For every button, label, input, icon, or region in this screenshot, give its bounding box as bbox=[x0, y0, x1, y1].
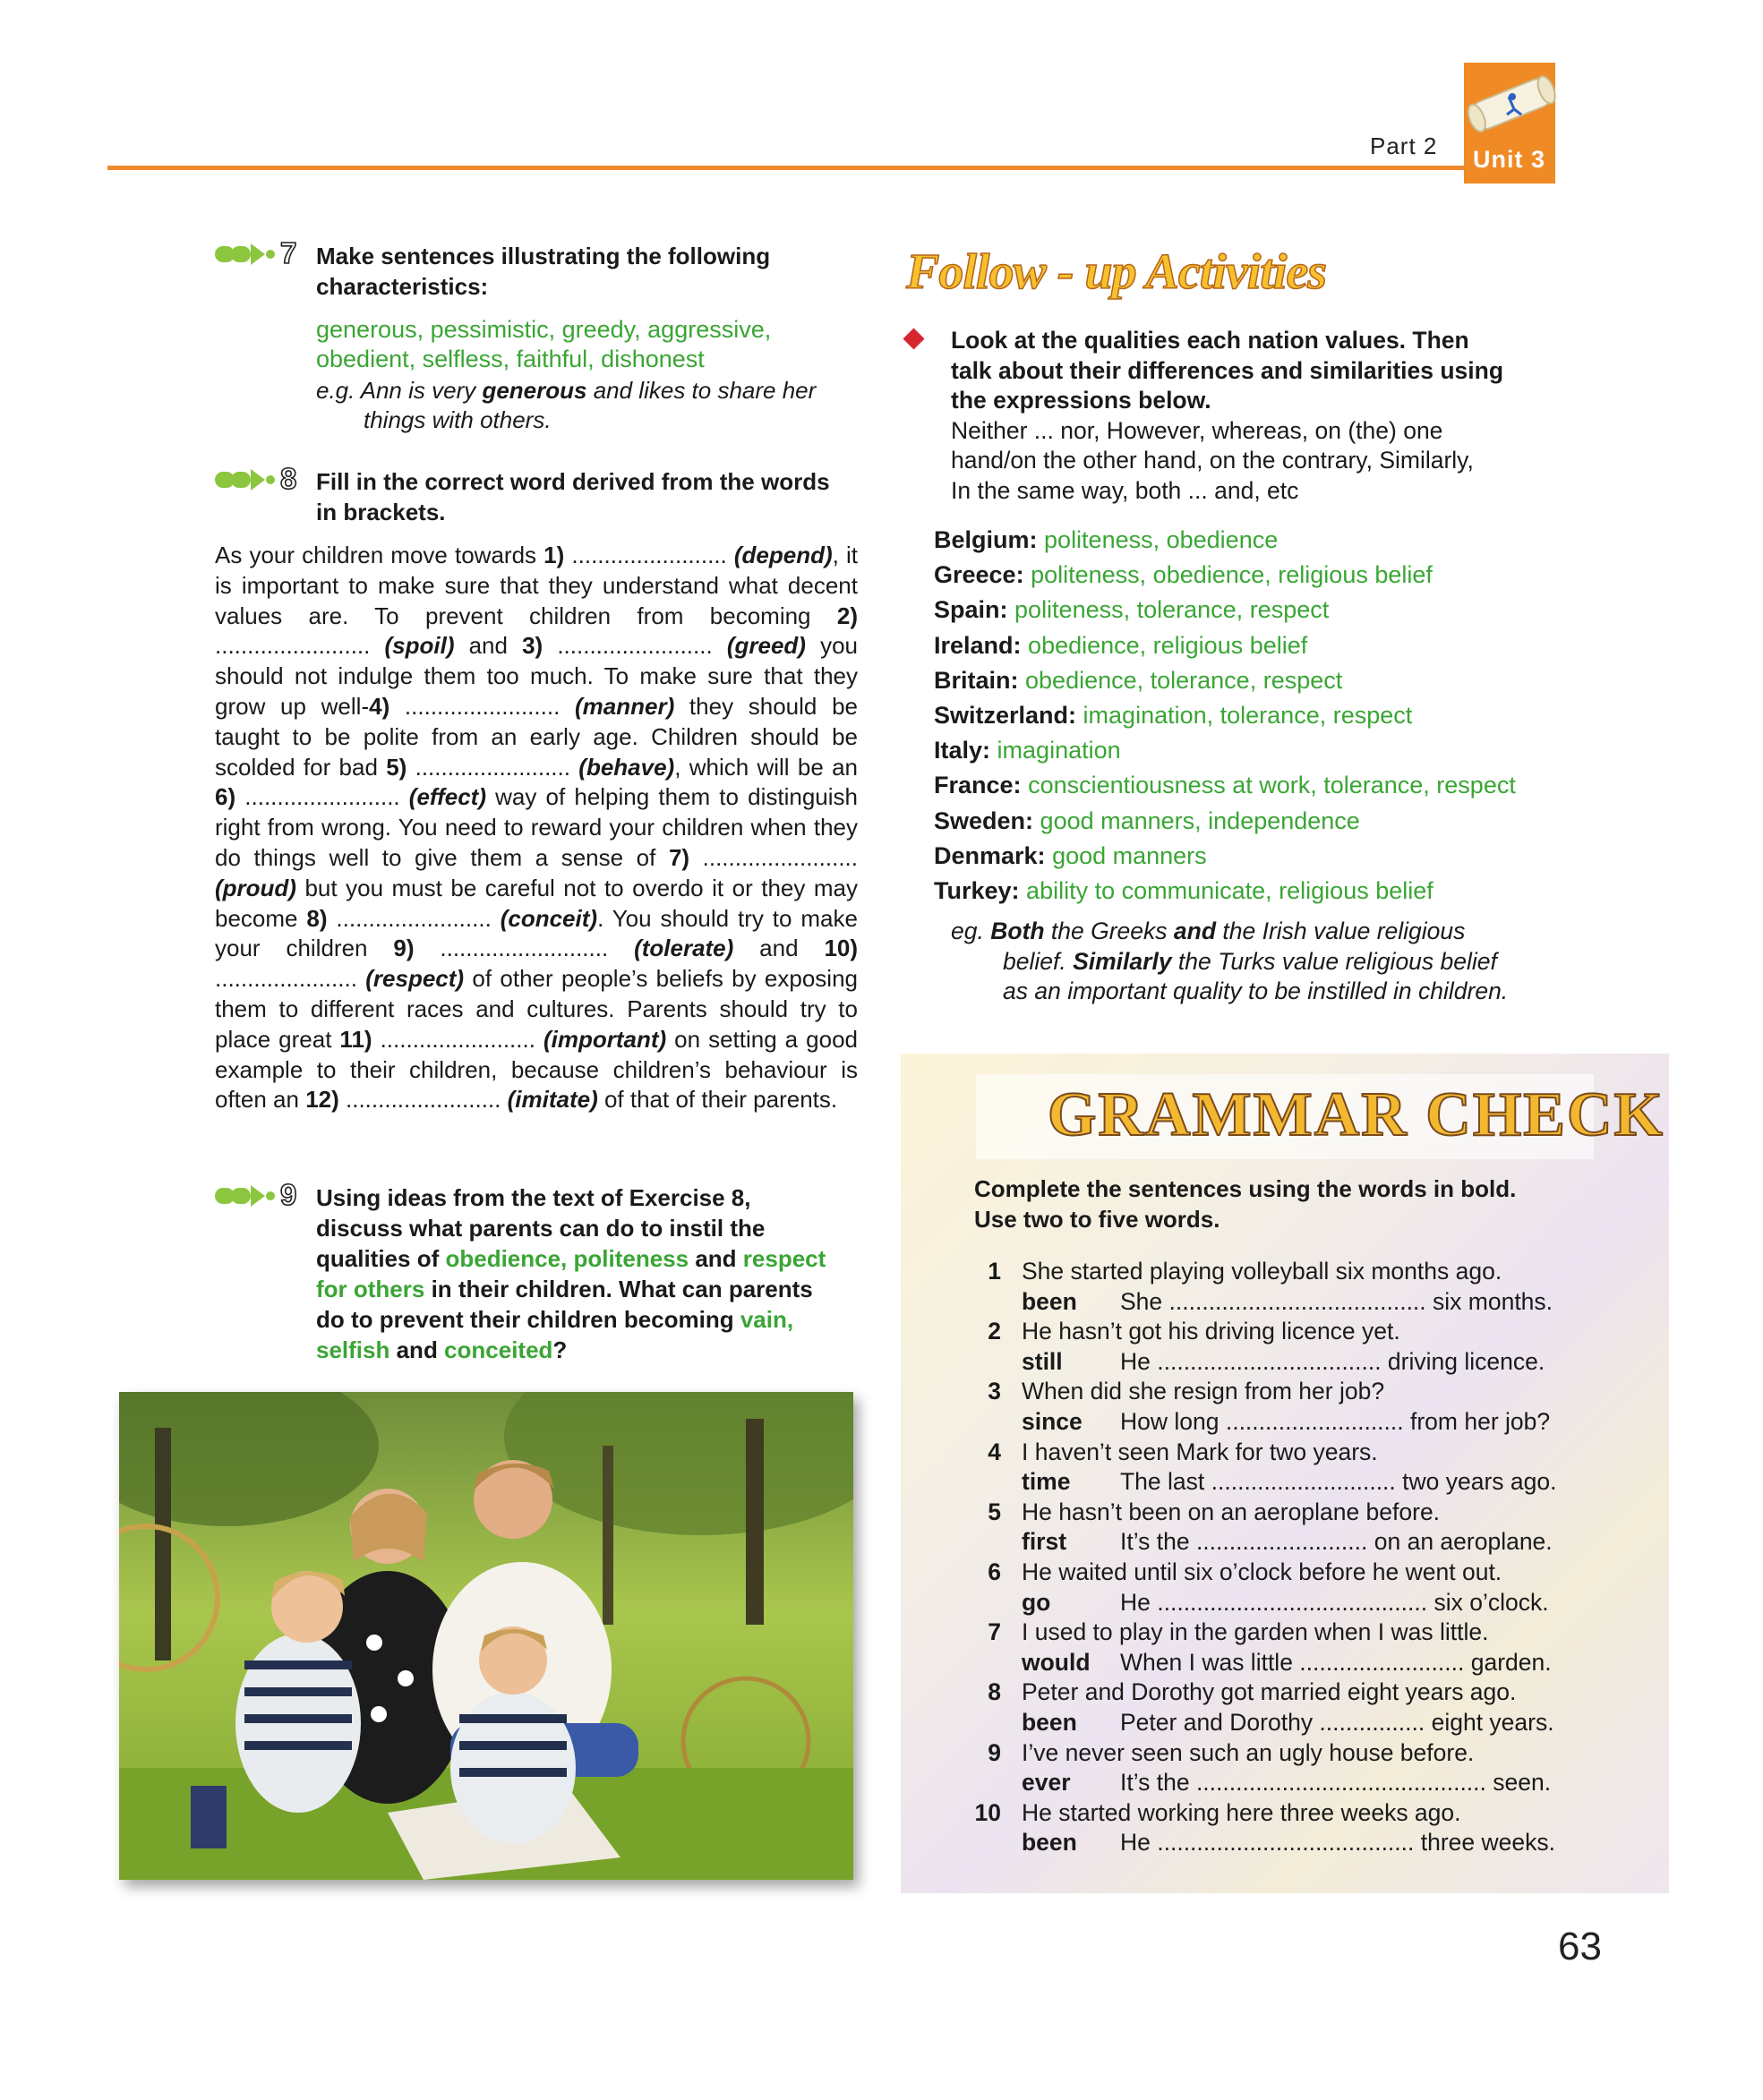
item-keyword: first bbox=[1022, 1528, 1067, 1556]
gap-blank[interactable]: ........................ bbox=[338, 1086, 508, 1114]
prompt-quality: for others bbox=[316, 1276, 425, 1302]
text-run: of that of their parents. bbox=[597, 1086, 838, 1114]
exercise-8-title-line: Fill in the correct word derived from the words bbox=[316, 468, 830, 495]
example-keyword: and bbox=[1173, 918, 1217, 944]
item-keyword: still bbox=[1022, 1347, 1063, 1375]
item-number: 8 bbox=[988, 1678, 1001, 1706]
item-number: 9 bbox=[988, 1738, 1001, 1766]
nation-row bbox=[934, 839, 1579, 874]
expression-line: In the same way, both ... and, etc bbox=[951, 476, 1299, 504]
item-number: 2 bbox=[988, 1318, 1001, 1345]
instruction-line: talk about their differences and similarities using bbox=[951, 356, 1504, 384]
nation-values: imagination, tolerance, respect bbox=[1083, 702, 1413, 730]
item-keyword: would bbox=[1022, 1648, 1091, 1676]
family-picnic-photo bbox=[119, 1392, 853, 1880]
item-sentence: When did she resign from her job? bbox=[1022, 1378, 1385, 1405]
nation-row bbox=[934, 768, 1579, 803]
text-run: on setting a good example to their children, because children’s behaviour is often an bbox=[215, 1025, 858, 1114]
page-number: 63 bbox=[1558, 1925, 1602, 1968]
grammar-item bbox=[971, 1798, 1571, 1858]
example-text: as an important quality to be instilled in children. bbox=[1003, 977, 1509, 1004]
expression-line: hand/on the other hand, on the contrary, Similarly, bbox=[951, 447, 1474, 474]
item-number: 6 bbox=[988, 1558, 1001, 1585]
unit-label: Unit 3 bbox=[1473, 146, 1546, 173]
nation-values: obedience, religious belief bbox=[1028, 631, 1308, 659]
prompt-text: ? bbox=[552, 1336, 568, 1363]
nation-values: obedience, tolerance, respect bbox=[1025, 666, 1343, 694]
nation-values: good manners bbox=[1052, 841, 1207, 869]
nation-row bbox=[934, 874, 1579, 909]
gap-word: (spoil) bbox=[384, 632, 455, 660]
nation-name: Britain: bbox=[934, 666, 1019, 694]
prompt-line bbox=[316, 1274, 871, 1304]
gap-word: (depend) bbox=[733, 542, 833, 568]
text-run: way of helping them to distinguish right from wrong. You need to reward your children when they do things well to give them a sense of bbox=[215, 783, 858, 871]
example-text: eg. bbox=[951, 918, 991, 944]
gap-word: (behave) bbox=[578, 753, 675, 781]
gap-number: 10) bbox=[824, 935, 859, 962]
item-sentence: Peter and Dorothy got married eight years ago. bbox=[1022, 1678, 1517, 1706]
followup-title: Follow - up Activities bbox=[906, 244, 1327, 300]
gap-word: (conceit) bbox=[500, 904, 598, 932]
gap-number: 5) bbox=[386, 753, 407, 781]
word-list-line: generous, pessimistic, greedy, aggressive, bbox=[316, 316, 772, 343]
item-sentence: He started working here three weeks ago. bbox=[1022, 1798, 1461, 1826]
item-number: 1 bbox=[988, 1258, 1001, 1285]
gap-number: 4) bbox=[369, 692, 390, 720]
item-answer-frame[interactable]: The last ............................ two years ago. bbox=[1120, 1468, 1557, 1496]
nation-values: ability to communicate, religious belief bbox=[1026, 877, 1434, 905]
prompt-quality: vain, bbox=[740, 1306, 794, 1333]
gap-number: 6) bbox=[215, 783, 236, 811]
nation-row bbox=[934, 804, 1579, 839]
exercise-7-word-list bbox=[316, 315, 853, 374]
gap-word: (important) bbox=[543, 1025, 667, 1053]
nation-row bbox=[934, 558, 1579, 593]
prompt-line: discuss what parents can do to instil the bbox=[316, 1215, 766, 1242]
nation-values: politeness, obedience bbox=[1044, 526, 1279, 553]
nation-row bbox=[934, 593, 1579, 627]
nation-row bbox=[934, 628, 1579, 663]
item-sentence: She started playing volleyball six months ago. bbox=[1022, 1258, 1502, 1285]
item-keyword: been bbox=[1022, 1708, 1077, 1736]
gap-word: (effect) bbox=[408, 783, 486, 811]
gap-number: 3) bbox=[522, 632, 543, 660]
item-sentence: I’ve never seen such an ugly house before. bbox=[1022, 1738, 1475, 1766]
grammar-instructions bbox=[974, 1174, 1619, 1234]
nation-name: Greece: bbox=[934, 561, 1024, 589]
item-keyword: been bbox=[1022, 1829, 1077, 1857]
item-answer-frame[interactable]: He ......................................... six o’clock. bbox=[1120, 1588, 1549, 1616]
gap-word: (imitate) bbox=[507, 1086, 598, 1114]
item-answer-frame[interactable]: When I was little ......................... garden. bbox=[1120, 1648, 1552, 1676]
grammar-item bbox=[971, 1257, 1571, 1317]
nation-name: Italy: bbox=[934, 737, 991, 764]
exercise-7-title-line: characteristics: bbox=[316, 273, 489, 300]
instruction-line: Complete the sentences using the words in bold. bbox=[974, 1175, 1517, 1202]
scroll-icon bbox=[1455, 70, 1570, 141]
prompt-text: in their children. What can parents bbox=[424, 1276, 813, 1302]
item-keyword: been bbox=[1022, 1287, 1077, 1315]
gap-blank[interactable]: ........................ bbox=[389, 692, 575, 720]
text-run: of other people’s beliefs by exposing them to different races and cultures. Parents should try to place great bbox=[215, 965, 858, 1053]
nation-row bbox=[934, 733, 1579, 768]
text-run: they should be taught to be polite from an early age. Children should be scolded for bad bbox=[215, 692, 858, 781]
item-keyword: ever bbox=[1022, 1769, 1071, 1797]
gap-blank[interactable]: ........................ bbox=[543, 632, 727, 660]
gap-word: (tolerate) bbox=[634, 935, 734, 962]
item-answer-frame[interactable]: How long ........................... from her job? bbox=[1120, 1407, 1551, 1435]
expression-line: Neither ... nor, However, whereas, on (the) one bbox=[951, 416, 1443, 444]
grammar-item bbox=[971, 1677, 1571, 1737]
exercise-7-example bbox=[316, 376, 853, 435]
text-run: you should not indulge them too much. To make sure that they grow up well- bbox=[215, 632, 858, 720]
nation-row bbox=[934, 663, 1579, 698]
prompt-text: and bbox=[389, 1336, 445, 1363]
example-text: e.g. Ann is very bbox=[316, 377, 483, 404]
header-rule bbox=[107, 166, 1468, 170]
prompt-line: Using ideas from the text of Exercise 8, bbox=[316, 1184, 751, 1211]
text-run: and bbox=[454, 632, 523, 660]
instruction-line: the expressions below. bbox=[951, 387, 1211, 414]
grammar-item bbox=[971, 1618, 1571, 1677]
item-answer-frame[interactable]: He .................................. driving licence. bbox=[1120, 1347, 1545, 1375]
prompt-quality: obedience, politeness bbox=[445, 1245, 689, 1272]
item-answer-frame[interactable]: It’s the .......................... on an aeroplane. bbox=[1120, 1528, 1553, 1556]
grammar-item bbox=[971, 1438, 1571, 1498]
nation-row bbox=[934, 523, 1579, 558]
example-text: the Turks value religious belief bbox=[1171, 947, 1497, 975]
exercise-8-title-line: in brackets. bbox=[316, 499, 446, 525]
nation-name: Spain: bbox=[934, 596, 1008, 624]
prompt-line bbox=[316, 1304, 871, 1335]
example-text: things with others. bbox=[364, 406, 552, 433]
exercise-arrow-icon bbox=[215, 242, 279, 267]
item-number: 3 bbox=[988, 1378, 1001, 1405]
exercise-9-number: 9 bbox=[280, 1178, 297, 1211]
gap-number: 1) bbox=[543, 542, 565, 568]
grammar-check-title: GRAMMAR CHECK bbox=[1048, 1080, 1665, 1149]
item-answer-frame[interactable]: It’s the ............................................ seen. bbox=[1120, 1769, 1552, 1797]
item-number: 10 bbox=[974, 1798, 1001, 1826]
item-number: 7 bbox=[988, 1618, 1001, 1646]
instruction-line: Look at the qualities each nation values. Then bbox=[951, 327, 1469, 354]
example-text: the Irish value religious bbox=[1216, 918, 1466, 944]
exercise-8-title bbox=[316, 466, 871, 527]
item-keyword: since bbox=[1022, 1407, 1083, 1435]
item-keyword: go bbox=[1022, 1588, 1051, 1616]
gap-number: 11) bbox=[339, 1025, 372, 1053]
nation-name: Switzerland: bbox=[934, 702, 1077, 730]
prompt-line bbox=[316, 1335, 871, 1365]
example-text: belief. bbox=[1003, 947, 1074, 975]
gap-blank[interactable]: ........................ bbox=[372, 1025, 543, 1053]
prompt-text: qualities of bbox=[316, 1245, 446, 1272]
exercise-8-number: 8 bbox=[280, 462, 297, 495]
item-keyword: time bbox=[1022, 1468, 1071, 1496]
item-sentence: He hasn’t been on an aeroplane before. bbox=[1022, 1498, 1441, 1525]
nation-values: politeness, tolerance, respect bbox=[1014, 596, 1330, 624]
gap-blank[interactable]: ........................ bbox=[327, 904, 501, 932]
prompt-line bbox=[316, 1243, 871, 1274]
item-answer-frame[interactable]: He ....................................... three weeks. bbox=[1120, 1829, 1555, 1857]
nation-name: Sweden: bbox=[934, 807, 1034, 834]
item-answer-frame[interactable]: Peter and Dorothy ................ eight years. bbox=[1120, 1708, 1554, 1736]
gap-word: (proud) bbox=[215, 874, 296, 901]
item-number: 4 bbox=[988, 1438, 1001, 1465]
example-text: the Greeks bbox=[1044, 918, 1174, 944]
gap-blank[interactable]: ........................ bbox=[235, 783, 409, 811]
gap-number: 7) bbox=[668, 843, 690, 871]
gap-word: (respect) bbox=[365, 965, 465, 993]
item-sentence: I haven’t seen Mark for two years. bbox=[1022, 1438, 1378, 1465]
exercise-7-title-line: Make sentences illustrating the following bbox=[316, 243, 771, 269]
exercise-7-title bbox=[316, 241, 853, 302]
followup-instructions bbox=[951, 326, 1560, 506]
gap-number: 9) bbox=[393, 935, 415, 962]
exercise-8-gap-text bbox=[215, 541, 858, 1115]
text-run: , it is important to make sure that they understand what decent values are. To prevent children from becoming bbox=[215, 542, 858, 629]
nation-values: politeness, obedience, religious belief bbox=[1031, 561, 1433, 589]
nation-row bbox=[934, 698, 1579, 733]
prompt-quality: selfish bbox=[316, 1336, 390, 1363]
grammar-item bbox=[971, 1498, 1571, 1558]
gap-number: 12) bbox=[305, 1086, 339, 1114]
text-run: As your children move towards bbox=[215, 542, 544, 568]
item-sentence: I used to play in the garden when I was little. bbox=[1022, 1618, 1489, 1646]
exercise-arrow-icon bbox=[215, 1183, 279, 1208]
grammar-item bbox=[971, 1738, 1571, 1798]
part-label: Part 2 bbox=[1370, 132, 1438, 159]
gap-word: (greed) bbox=[726, 632, 806, 660]
nation-values: imagination bbox=[997, 737, 1121, 764]
prompt-quality: respect bbox=[742, 1245, 826, 1272]
exercise-arrow-icon bbox=[215, 467, 279, 492]
gap-blank[interactable]: ........................ bbox=[564, 542, 734, 568]
word-list-line: obedient, selfless, faithful, dishonest bbox=[316, 346, 705, 372]
gap-number: 8) bbox=[306, 904, 328, 932]
prompt-text: and bbox=[689, 1245, 743, 1272]
gap-blank[interactable]: ........................ bbox=[215, 632, 385, 660]
gap-blank[interactable]: .......................... bbox=[414, 935, 635, 962]
gap-blank[interactable]: ........................ bbox=[407, 753, 579, 781]
grammar-item bbox=[971, 1558, 1571, 1618]
grammar-items-list bbox=[971, 1257, 1571, 1858]
nation-name: France: bbox=[934, 772, 1022, 799]
gap-blank[interactable]: ........................ bbox=[689, 843, 859, 871]
text-run: . You should try to make your children bbox=[215, 904, 858, 962]
item-answer-frame[interactable]: She ....................................... six months. bbox=[1120, 1287, 1553, 1315]
diamond-bullet-icon bbox=[903, 328, 924, 349]
nation-values: good manners, independence bbox=[1040, 807, 1360, 834]
item-number: 5 bbox=[988, 1498, 1001, 1525]
text-run: and bbox=[733, 935, 825, 962]
example-keyword: Similarly bbox=[1073, 947, 1172, 975]
example-keyword: Both bbox=[990, 918, 1045, 944]
followup-example bbox=[951, 917, 1560, 1007]
nations-list bbox=[934, 523, 1579, 909]
example-text: and likes to share her bbox=[586, 377, 817, 404]
text-run: but you must be careful not to overdo it or they may become bbox=[215, 874, 858, 932]
item-sentence: He hasn’t got his driving licence yet. bbox=[1022, 1318, 1400, 1345]
example-keyword: generous bbox=[482, 377, 587, 404]
grammar-item bbox=[971, 1317, 1571, 1377]
gap-number: 2) bbox=[836, 602, 858, 629]
gap-blank[interactable]: ...................... bbox=[215, 965, 366, 993]
instruction-line: Use two to five words. bbox=[974, 1206, 1220, 1233]
prompt-text: do to prevent their children becoming bbox=[316, 1306, 740, 1333]
text-run: , which will be an bbox=[674, 753, 858, 781]
exercise-9-prompt bbox=[316, 1182, 871, 1365]
grammar-item bbox=[971, 1377, 1571, 1437]
exercise-7-number: 7 bbox=[280, 236, 297, 269]
nation-name: Turkey: bbox=[934, 877, 1020, 905]
nation-name: Ireland: bbox=[934, 631, 1022, 659]
prompt-quality: conceited bbox=[444, 1336, 553, 1363]
nation-name: Belgium: bbox=[934, 526, 1038, 553]
nation-name: Denmark: bbox=[934, 841, 1046, 869]
item-sentence: He waited until six o’clock before he went out. bbox=[1022, 1558, 1502, 1585]
nation-values: conscientiousness at work, tolerance, respect bbox=[1028, 772, 1516, 799]
gap-word: (manner) bbox=[574, 692, 675, 720]
